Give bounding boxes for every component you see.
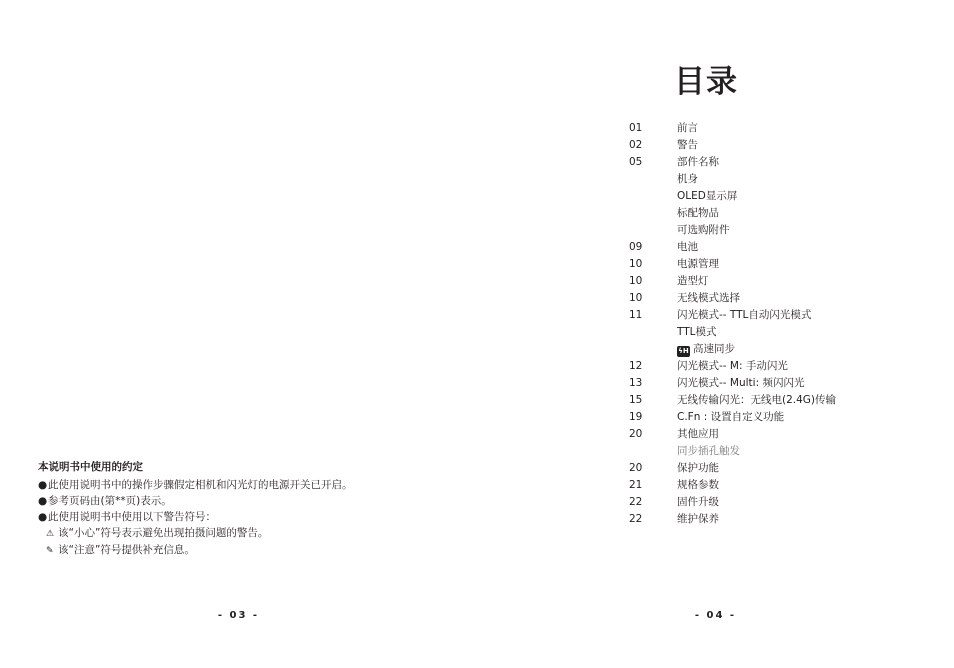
toc-page-number: 15: [629, 394, 643, 406]
toc-row[interactable]: [629, 273, 929, 290]
toc-row[interactable]: [629, 375, 929, 392]
toc-label-text: 部件名称: [677, 156, 719, 168]
toc-row[interactable]: [629, 494, 929, 511]
toc-page-number: 22: [629, 496, 643, 508]
convention-line: [38, 477, 458, 493]
toc-label-text: OLED显示屏: [677, 190, 738, 202]
note-icon: ✎: [46, 546, 54, 556]
toc-page-number: 22: [629, 513, 643, 525]
page-number-left: - 03 -: [217, 610, 260, 621]
caution-icon: ⚠: [46, 529, 55, 539]
convention-text: 此使用说明书中的操作步骤假定相机和闪光灯的电源开关已开启。: [48, 479, 353, 491]
toc-row[interactable]: [629, 324, 929, 341]
toc-page-number: 21: [629, 479, 643, 491]
toc-label-text: 高速同步: [693, 343, 735, 355]
toc-label: [677, 154, 719, 171]
convention-line-note: [38, 542, 458, 559]
toc-page-number: 20: [629, 428, 643, 440]
page-number-right: - 04 -: [694, 610, 737, 621]
toc-label-text: 无线模式选择: [677, 292, 740, 304]
toc-row[interactable]: [629, 341, 929, 358]
toc-label: [677, 222, 730, 239]
toc-label: [677, 239, 698, 256]
toc-label: [677, 477, 719, 494]
bullet-icon: ●: [38, 495, 48, 507]
convention-line: [38, 493, 458, 509]
toc-row[interactable]: [629, 222, 929, 239]
toc-label: [677, 171, 698, 188]
convention-text: 参考页码由(第**页)表示。: [48, 495, 172, 507]
toc-row[interactable]: [629, 290, 929, 307]
toc-label-text: 造型灯: [677, 275, 709, 287]
toc-label: [677, 375, 804, 392]
convention-text: 该“注意”符号提供补充信息。: [58, 544, 195, 556]
convention-text: 该“小心”符号表示避免出现拍摄问题的警告。: [58, 527, 269, 539]
toc-label-text: 机身: [677, 173, 698, 185]
toc-label: [677, 460, 719, 477]
toc-label: [677, 443, 740, 460]
toc-label: [677, 188, 737, 205]
toc-label-text: 维护保养: [677, 513, 719, 525]
conventions-title: 本说明书中使用的约定: [38, 461, 143, 473]
toc-label: [677, 341, 735, 358]
bullet-icon: ●: [38, 479, 48, 491]
toc-label: [677, 290, 740, 307]
toc-label: [677, 273, 709, 290]
toc-label: [677, 256, 719, 273]
toc-page-number: 05: [629, 156, 643, 168]
toc-label-text: 规格参数: [677, 479, 719, 491]
toc-label: [677, 205, 719, 222]
toc-label-text: 标配物品: [677, 207, 719, 219]
toc-label: [677, 494, 719, 511]
toc-row[interactable]: [629, 239, 929, 256]
toc-page-number: 11: [629, 309, 643, 321]
toc-label-text: 电源管理: [677, 258, 719, 270]
toc-label: [677, 137, 698, 154]
toc-label: [677, 307, 811, 324]
toc-row[interactable]: [629, 171, 929, 188]
toc-label-text: 可选购附件: [677, 224, 730, 236]
toc-page-number: 10: [629, 258, 643, 270]
toc-row[interactable]: [629, 120, 929, 137]
toc-row[interactable]: [629, 443, 929, 460]
conventions-section: [38, 460, 458, 559]
toc-row[interactable]: [629, 307, 929, 324]
toc-row[interactable]: [629, 460, 929, 477]
convention-line-caution: [38, 525, 458, 542]
toc-label-text: 其他应用: [677, 428, 719, 440]
toc-label-text: 闪光模式-- M: 手动闪光: [677, 360, 788, 372]
toc-label: [677, 426, 719, 443]
convention-line: [38, 509, 458, 525]
toc-row[interactable]: [629, 426, 929, 443]
toc-row[interactable]: [629, 358, 929, 375]
bullet-icon: ●: [38, 511, 48, 523]
toc-label: [677, 358, 788, 375]
toc-label-text: 同步插孔触发: [677, 445, 740, 457]
high-speed-sync-icon: ϟH: [678, 347, 689, 355]
toc-label-text: C.Fn : 设置自定义功能: [677, 411, 785, 423]
toc-row[interactable]: [629, 477, 929, 494]
toc-row[interactable]: [629, 188, 929, 205]
toc-title: 目录: [674, 64, 738, 100]
toc-label-text: 前言: [677, 122, 698, 134]
toc-page-number: 01: [629, 122, 643, 134]
toc-label-text: 闪光模式-- TTL自动闪光模式: [677, 309, 812, 321]
toc-row[interactable]: [629, 256, 929, 273]
toc-label-text: 闪光模式-- Multi: 频闪闪光: [677, 377, 805, 389]
toc-label: [677, 392, 836, 409]
toc-page-number: 12: [629, 360, 643, 372]
toc-row[interactable]: [629, 137, 929, 154]
toc-page-number: 19: [629, 411, 643, 423]
toc-label-text: 警告: [677, 139, 698, 151]
toc-label-text: 无线传输闪光：无线电(2.4G)传输: [677, 394, 837, 406]
convention-text: 此使用说明书中使用以下警告符号：: [48, 511, 216, 523]
toc-label-text: TTL模式: [677, 326, 717, 338]
toc-page-number: 02: [629, 139, 643, 151]
toc-row[interactable]: [629, 205, 929, 222]
toc-page-number: 10: [629, 292, 643, 304]
toc-label: [677, 409, 784, 426]
toc-label-text: 固件升级: [677, 496, 719, 508]
toc-label: [677, 120, 698, 137]
table-of-contents: [629, 120, 929, 528]
toc-label-text: 保护功能: [677, 462, 719, 474]
toc-label: [677, 324, 717, 341]
toc-page-number: 09: [629, 241, 643, 253]
toc-row[interactable]: [629, 409, 929, 426]
toc-label-text: 电池: [677, 241, 698, 253]
toc-page-number: 10: [629, 275, 643, 287]
toc-row[interactable]: [629, 392, 929, 409]
toc-row[interactable]: [629, 154, 929, 171]
toc-page-number: 20: [629, 462, 643, 474]
right-page: [477, 0, 954, 668]
toc-page-number: 13: [629, 377, 643, 389]
toc-row[interactable]: [629, 511, 929, 528]
toc-label: [677, 511, 719, 528]
